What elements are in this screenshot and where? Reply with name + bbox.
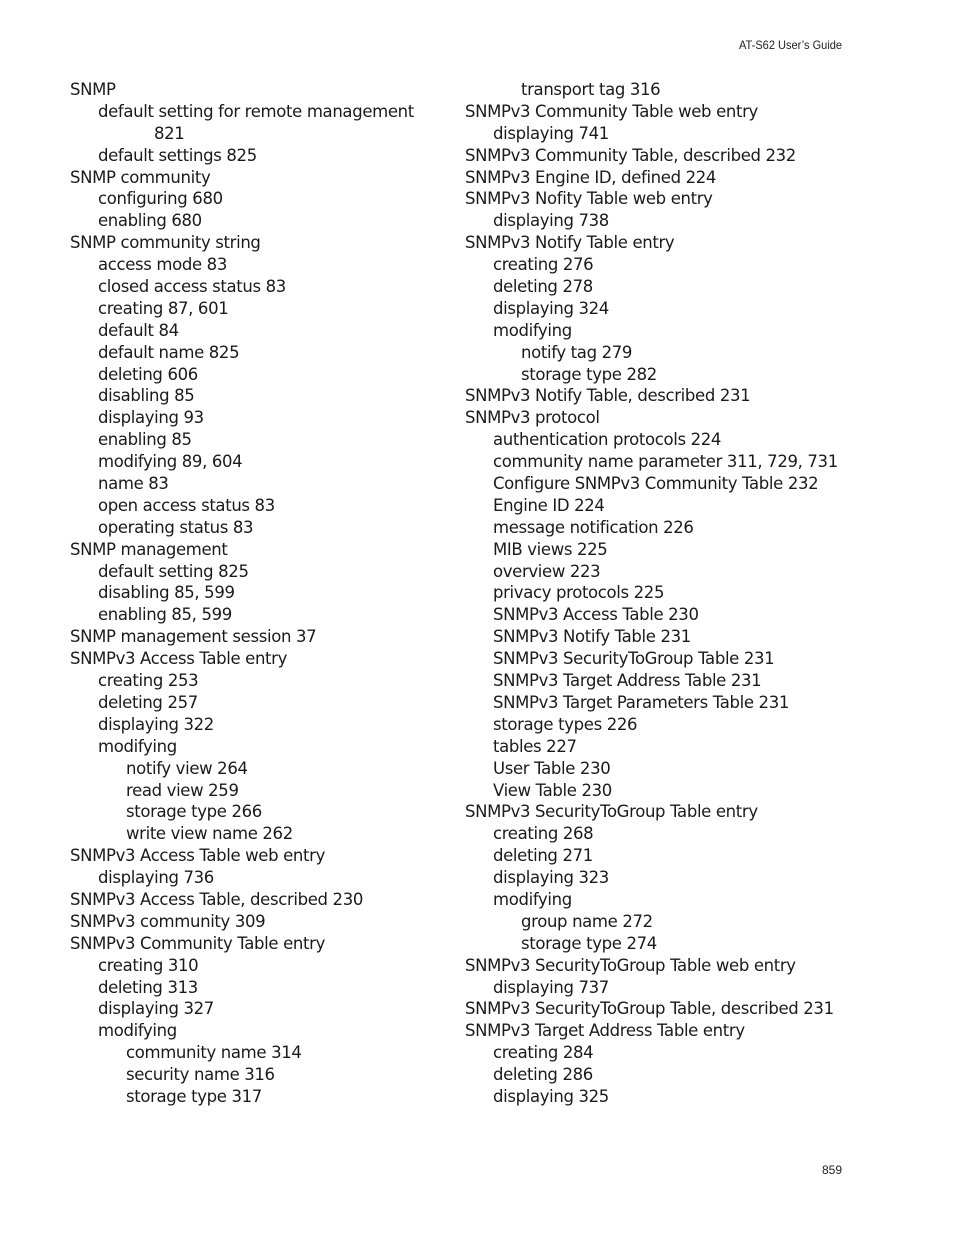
index-subentry: open access status 83	[98, 495, 275, 515]
index-subentry: overview 223	[493, 561, 601, 581]
index-subentry: User Table 230	[493, 758, 611, 778]
index-entry: SNMPv3 SecurityToGroup Table web entry	[465, 955, 796, 975]
index-entry: SNMPv3 community 309	[70, 911, 266, 931]
index-subentry: notify tag 279	[521, 342, 633, 362]
index-subentry: creating 276	[493, 255, 594, 275]
index-subentry: View Table 230	[493, 780, 612, 800]
index-subentry: write view name 262	[126, 824, 293, 844]
index-subentry: Engine ID 224	[493, 495, 605, 515]
index-entry: SNMPv3 Access Table, described 230	[70, 889, 363, 909]
index-subentry: SNMPv3 Notify Table 231	[493, 627, 691, 647]
index-subentry: displaying 324	[493, 298, 609, 318]
index-entry: SNMP	[70, 80, 116, 99]
index-entry: SNMP community	[70, 167, 211, 187]
index-subentry: creating 268	[493, 824, 594, 844]
index-entry: SNMPv3 Community Table web entry	[465, 101, 758, 121]
index-subentry: deleting 286	[493, 1065, 593, 1085]
index-subentry: deleting 606	[98, 364, 198, 384]
index-subentry: enabling 85, 599	[98, 605, 232, 625]
running-header: AT-S62 User’s Guide	[738, 38, 842, 52]
index-subentry: security name 316	[126, 1065, 275, 1085]
index-subentry: enabling 680	[98, 211, 202, 231]
index-subentry: SNMPv3 Target Address Table 231	[493, 671, 762, 691]
index-subentry: deleting 278	[493, 277, 593, 297]
index-entry: SNMPv3 SecurityToGroup Table entry	[465, 802, 758, 822]
index-subentry: storage type 266	[126, 802, 262, 822]
index-subentry: default setting 825	[98, 561, 249, 581]
index-entry: SNMPv3 Target Address Table entry	[465, 1021, 745, 1041]
index-subentry: notify view 264	[126, 758, 248, 778]
index-entry: SNMPv3 Access Table entry	[70, 649, 288, 669]
index-subentry: displaying 737	[493, 977, 609, 997]
index-subentry: storage type 282	[521, 364, 657, 384]
index-subentry: deleting 271	[493, 846, 593, 866]
index-subentry: deleting 313	[98, 977, 198, 997]
index-entry: SNMPv3 Nofity Table web entry	[465, 189, 713, 209]
index-subentry: deleting 257	[98, 692, 198, 712]
index-subentry: default settings 825	[98, 145, 257, 165]
index-subentry: group name 272	[521, 911, 653, 931]
index-subentry: displaying 323	[493, 868, 609, 888]
index-subentry: access mode 83	[98, 255, 227, 275]
index-subentry: storage type 274	[521, 933, 657, 953]
index-entry: SNMPv3 Community Table entry	[70, 933, 325, 953]
index-subentry: default setting for remote management	[98, 101, 414, 121]
index-entry: SNMPv3 Engine ID, defined 224	[465, 167, 717, 187]
index-subentry: disabling 85, 599	[98, 583, 235, 603]
index-subentry: modifying	[493, 889, 572, 909]
index-subentry: creating 284	[493, 1043, 594, 1063]
index-subentry: community name 314	[126, 1043, 302, 1063]
index-entry: SNMPv3 SecurityToGroup Table, described 231	[465, 999, 834, 1019]
index-entry: SNMPv3 protocol	[465, 408, 600, 428]
index-entry: SNMP management	[70, 539, 228, 559]
index-entry: SNMPv3 Access Table web entry	[70, 846, 325, 866]
index-subentry: operating status 83	[98, 517, 254, 537]
index-subentry: default 84	[98, 320, 179, 340]
index-subentry: displaying 736	[98, 868, 214, 888]
index-subentry: displaying 738	[493, 211, 609, 231]
index-subentry: SNMPv3 Access Table 230	[493, 605, 699, 625]
index-entry: SNMPv3 Notify Table, described 231	[465, 386, 751, 406]
index-subentry: storage type 317	[126, 1086, 262, 1106]
index-subentry: modifying 89, 604	[98, 452, 243, 472]
index-subentry: creating 253	[98, 671, 199, 691]
index-entry: SNMPv3 Community Table, described 232	[465, 145, 796, 165]
index-subentry: message notification 226	[493, 517, 694, 537]
index-subentry: SNMPv3 SecurityToGroup Table 231	[493, 649, 775, 669]
index-subentry: displaying 325	[493, 1086, 609, 1106]
index-subentry: configuring 680	[98, 189, 223, 209]
index-subentry: disabling 85	[98, 386, 195, 406]
index-column-left	[70, 79, 460, 1108]
index-subentry: modifying	[98, 1021, 177, 1041]
index-subentry: Configure SNMPv3 Community Table 232	[493, 474, 819, 494]
index-subentry: read view 259	[126, 780, 239, 800]
index-subentry: displaying 741	[493, 123, 609, 143]
index-subentry: SNMPv3 Target Parameters Table 231	[493, 692, 789, 712]
index-subentry: creating 310	[98, 955, 199, 975]
index-subentry: displaying 327	[98, 999, 214, 1019]
index-subentry: modifying	[493, 320, 572, 340]
index-subentry: authentication protocols 224	[493, 430, 722, 450]
index-subentry: storage types 226	[493, 714, 638, 734]
index-entry: SNMP management session 37	[70, 627, 317, 647]
index-subentry: displaying 93	[98, 408, 204, 428]
index-subentry: tables 227	[493, 736, 577, 756]
index-subentry: name 83	[98, 474, 169, 494]
index-subentry: closed access status 83	[98, 277, 286, 297]
index-subentry: creating 87, 601	[98, 298, 229, 318]
index-subentry: default name 825	[98, 342, 240, 362]
page-number: 859	[821, 1163, 842, 1177]
index-subentry: 821	[154, 123, 185, 143]
index-entry: SNMPv3 Notify Table entry	[465, 233, 675, 253]
index-subentry: displaying 322	[98, 714, 214, 734]
index-subentry: MIB views 225	[493, 539, 608, 559]
index-subentry: community name parameter 311, 729, 731	[493, 452, 838, 472]
index-subentry: transport tag 316	[521, 80, 661, 99]
index-entry: SNMP community string	[70, 233, 261, 253]
index-subentry: enabling 85	[98, 430, 192, 450]
index-column-right	[465, 79, 885, 1108]
index-subentry: modifying	[98, 736, 177, 756]
index-subentry: privacy protocols 225	[493, 583, 665, 603]
